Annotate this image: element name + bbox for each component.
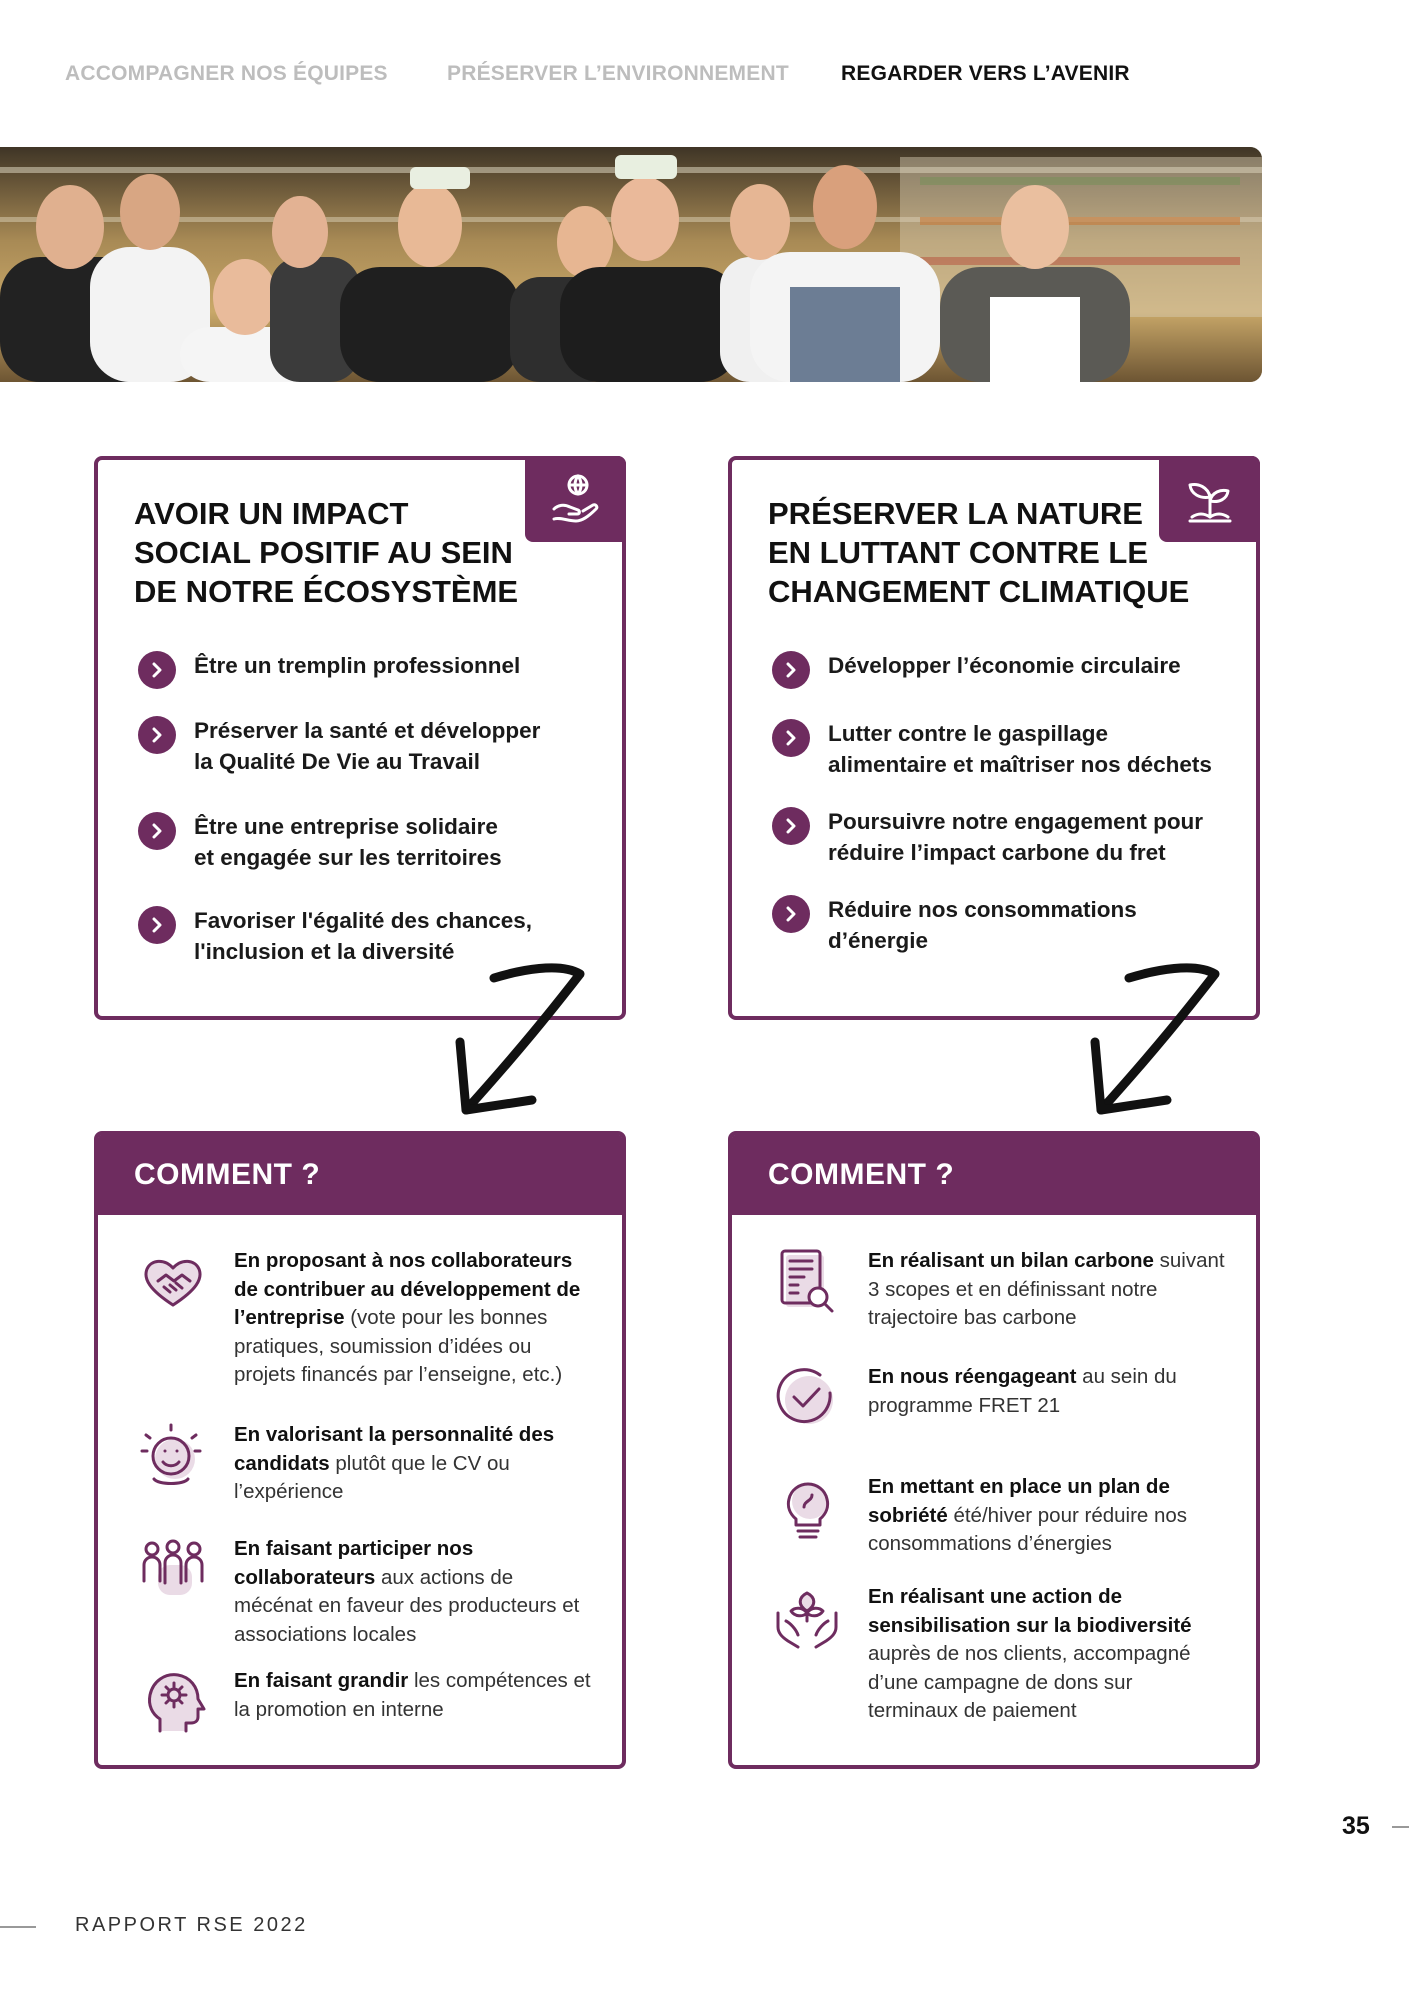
how-item-rest: au sein du programme FRET 21: [868, 1365, 1177, 1417]
how-item-text: [234, 1535, 594, 1649]
how-item-bold: En réalisant une action de sensibilisation sur la biodiversité: [868, 1585, 1192, 1637]
chevron-right-icon: [138, 812, 176, 850]
how-item-rest: (vote pour les bonnes pratiques, soumission d’idées ou projets financés par l’enseigne, etc.): [234, 1306, 563, 1386]
goal-title: [134, 494, 534, 611]
goal-title-line: EN LUTTANT CONTRE LE: [768, 535, 1149, 570]
goal-list: [138, 650, 592, 967]
how-item-bold: En réalisant un bilan carbone: [868, 1249, 1154, 1272]
how-item: [138, 1421, 594, 1511]
list-item-line: alimentaire et maîtriser nos déchets: [828, 752, 1212, 777]
how-item-bold: En faisant participer nos collaborateurs: [234, 1537, 474, 1589]
how-item-bold: En proposant à nos collaborateurs de contribuer au développement de l’entreprise: [234, 1249, 581, 1329]
how-item: [772, 1363, 1228, 1443]
list-item-line: Être une entreprise solidaire: [194, 814, 498, 839]
lightbulb-icon: [772, 1473, 842, 1543]
list-item-line: Développer l’économie circulaire: [828, 653, 1181, 678]
how-item-text: [868, 1583, 1228, 1726]
list-item: [138, 650, 592, 681]
chevron-right-icon: [138, 716, 176, 754]
how-item-text: [234, 1667, 594, 1724]
goal-title-line: DE NOTRE ÉCOSYSTÈME: [134, 574, 519, 609]
nav-item-avenir[interactable]: REGARDER VERS L’AVENIR: [841, 62, 1130, 85]
how-item-rest: été/hiver pour réduire nos consommations d’énergies: [868, 1503, 1188, 1555]
how-item-text: [868, 1247, 1228, 1333]
list-item-line: l'inclusion et la diversité: [194, 939, 455, 964]
how-item: [772, 1583, 1228, 1733]
goal-card-social: [94, 456, 626, 1020]
head-gear-icon: [138, 1667, 208, 1737]
goal-title-line: PRÉSERVER LA NATURE: [768, 496, 1143, 531]
divider: [0, 1926, 36, 1928]
arrow-down-left-icon: [440, 960, 590, 1120]
arrow-down-left-icon: [1075, 960, 1225, 1120]
how-item-bold: En mettant en place un plan de sobriété: [868, 1475, 1170, 1527]
how-item-rest: aux actions de mécénat en faveur des producteurs et associations locales: [234, 1565, 580, 1646]
chevron-right-icon: [138, 651, 176, 689]
list-item-line: Favoriser l'égalité des chances,: [194, 908, 533, 933]
how-item-bold: En faisant grandir: [234, 1669, 409, 1692]
check-circle-icon: [772, 1363, 842, 1433]
how-item-bold: En valorisant la personnalité des candidats: [234, 1423, 555, 1475]
how-card-social: [94, 1131, 626, 1769]
page-number: 35: [1342, 1812, 1370, 1840]
list-item: [772, 718, 1226, 780]
list-item: [138, 905, 592, 967]
list-item-line: la Qualité De Vie au Travail: [194, 749, 480, 774]
group-people-icon: [138, 1535, 208, 1605]
list-item-line: Préserver la santé et développer: [194, 718, 541, 743]
how-item-bold: En nous réengageant: [868, 1365, 1077, 1388]
list-item: [138, 715, 592, 777]
how-item-text: [234, 1247, 594, 1390]
hand-globe-icon: [525, 456, 626, 542]
list-item: [138, 811, 592, 873]
list-item: [772, 894, 1226, 956]
chevron-right-icon: [772, 807, 810, 845]
hands-plant-icon: [772, 1583, 842, 1653]
divider: [1392, 1826, 1409, 1828]
how-item-rest: plutôt que le CV ou l’expérience: [234, 1451, 510, 1503]
how-item: [138, 1535, 594, 1645]
list-item: [772, 650, 1226, 681]
goal-title: [768, 494, 1208, 611]
chevron-right-icon: [772, 719, 810, 757]
chevron-right-icon: [772, 895, 810, 933]
report-search-icon: [772, 1247, 842, 1317]
how-header: [732, 1135, 1256, 1215]
goal-title-line: AVOIR UN IMPACT: [134, 496, 409, 531]
smiling-person-icon: [138, 1421, 208, 1491]
how-title: COMMENT ?: [768, 1158, 955, 1191]
how-item: [138, 1667, 594, 1747]
goal-title-line: CHANGEMENT CLIMATIQUE: [768, 574, 1190, 609]
top-navigation: [65, 62, 1409, 92]
how-item: [772, 1473, 1228, 1563]
list-item-line: d’énergie: [828, 928, 929, 953]
how-item-rest: les compétences et la promotion en interne: [234, 1669, 591, 1721]
list-item-line: Être un tremplin professionnel: [194, 653, 521, 678]
how-item-text: [868, 1473, 1228, 1559]
list-item-line: et engagée sur les territoires: [194, 845, 502, 870]
report-label: RAPPORT RSE 2022: [75, 1914, 308, 1936]
how-item-rest: suivant 3 scopes et en définissant notre trajectoire bas carbone: [868, 1249, 1225, 1329]
heart-handshake-icon: [138, 1247, 208, 1317]
how-item: [138, 1247, 594, 1387]
list-item-line: Poursuivre notre engagement pour: [828, 809, 1204, 834]
how-item-rest: auprès de nos clients, accompagné d’une campagne de dons sur terminaux de paiement: [868, 1642, 1191, 1722]
nav-item-equipes[interactable]: ACCOMPAGNER NOS ÉQUIPES: [65, 62, 388, 85]
how-card-nature: [728, 1131, 1260, 1769]
goal-list: [772, 650, 1226, 956]
chevron-right-icon: [772, 651, 810, 689]
chevron-right-icon: [138, 906, 176, 944]
goal-card-nature: [728, 456, 1260, 1020]
list-item-line: Lutter contre le gaspillage: [828, 721, 1109, 746]
goal-title-line: SOCIAL POSITIF AU SEIN: [134, 535, 513, 570]
how-item: [772, 1247, 1228, 1337]
how-header: [98, 1135, 622, 1215]
how-item-text: [868, 1363, 1228, 1420]
how-item-text: [234, 1421, 594, 1507]
list-item-line: réduire l’impact carbone du fret: [828, 840, 1166, 865]
nav-item-environnement[interactable]: PRÉSERVER L’ENVIRONNEMENT: [447, 62, 789, 85]
list-item-line: Réduire nos consommations: [828, 897, 1137, 922]
team-photo: [0, 147, 1262, 382]
how-title: COMMENT ?: [134, 1158, 321, 1191]
list-item: [772, 806, 1226, 868]
